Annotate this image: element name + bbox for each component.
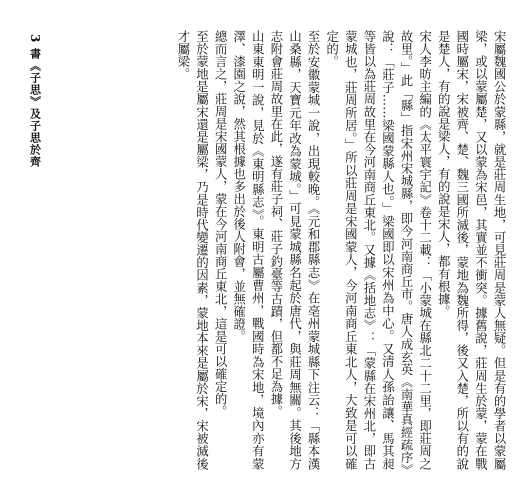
paragraph: 宋屬魏國公於蒙縣，就是莊周生地，可見莊周是蒙人無疑。但是有的學者以蒙屬梁，或以蒙屬楚，又以蒙為宋邑，其實並不衝突。據舊說，莊周生於蒙，蒙在戰國時屬宋，宋被齊、楚、魏三國所滅後，蒙地為魏所得，後又入楚，所以有的說是楚人，有的說是梁人，有的說是宋人，都有根據。 [436, 30, 506, 470]
page-number: 3 [28, 34, 42, 43]
paragraph: 總而言之，莊周是宋國蒙人，蒙在今河南商丘東北，這是可以確定的。 [213, 30, 228, 418]
vertical-body-text [56, 30, 508, 470]
running-head [24, 34, 46, 168]
paragraph: 至於安徽蒙城一說，出現較晚。《元和郡縣志》在亳州蒙城縣下注云：「縣本漢山桑縣，天寶元年改為蒙城。」可見蒙城縣名起於唐代，與莊周無關。其後地方志附會莊周故里在此，遂有莊子祠、莊子釣臺等古蹟，但都不足為據。 [268, 30, 321, 470]
paragraph: 宋人李昉主編的《太平寰宇記》卷十二載：「小蒙城在縣北二十二里，即莊周之故里。」此「縣」指宋州宋城縣，即今河南商丘市。唐人成玄英《南華真經疏序》說：「莊子……梁國蒙縣人也。」梁國即以宋州為中心。又清人孫詒讓、馬其昶等皆以為莊周故里在今河南商丘東北。又據《括地志》：「蒙縣在宋州北，即古蒙城也，莊周所居。」所以莊周是宋國蒙人，今河南商丘東北人，大致是可以確定的。 [324, 30, 432, 470]
running-title: 書《子思》及子思於齊 [28, 48, 42, 169]
paragraph: 山東東明一說，見於《東明縣志》。東明古屬曹州，戰國時為宋地，境內亦有蒙澤、漆園之說，然其根據也多出於後人附會，並無確證。 [231, 30, 265, 470]
paragraph: 至於蒙地是屬宋還是屬梁，乃是時代變遷的因素，蒙地本來是屬於宋，宋被滅後才屬梁。 [175, 30, 209, 470]
